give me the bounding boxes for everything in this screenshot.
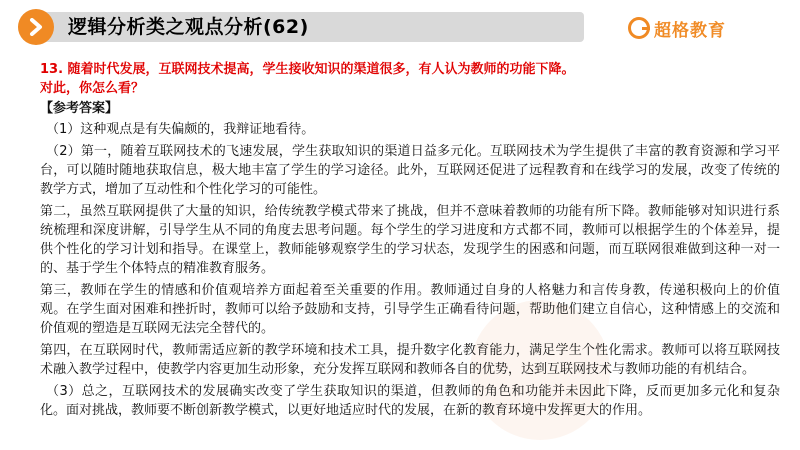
question-line-2: 对此，你怎么看？ [40,81,145,96]
brand-logo [628,15,726,41]
slide-content [40,60,780,423]
chevron-right-icon [18,9,54,45]
answer-paragraph-6: （3）总之，互联网技术的发展确实改变了学生获取知识的渠道，但教师的角色和功能并未因此下降，反而更加多元化和复杂化。面对挑战，教师要不断创新教学模式，以更好地适应时代的发展，在新的教育环境中发挥更大的作用。 [40,384,780,418]
answer-paragraph-4: 第三，教师在学生的情感和价值观培养方面起着至关重要的作用。教师通过自身的人格魅力和言传身教，传递积极向上的价值观。在学生面对困难和挫折时，教师可以给予鼓励和支持，引导学生正确看待问题，帮助他们建立自信心，这种情感上的交流和价值观的塑造是互联网无法完全替代的。 [40,283,780,336]
slide-header [0,0,800,56]
answer-paragraph-1: （1）这种观点是有失偏颇的，我辩证地看待。 [46,122,315,137]
answer-paragraph-5: 第四，在互联网时代，教师需适应新的教学环境和技术工具，提升数字化教育能力，满足学生个性化需求。教师可以将互联网技术融入教学过程中，使教学内容更加生动形象，充分发挥互联网和教师各自的优势，达到互联网技术与教师功能的有机结合。 [40,343,780,377]
logo-text: 超格教育 [654,20,726,41]
answer-heading: 【参考答案】 [40,101,119,116]
page-title: 逻辑分析类之观点分析(62) [68,16,309,38]
answer-paragraph-3: 第二，虽然互联网提供了大量的知识，给传统教学模式带来了挑战，但并不意味着教师的功能有所下降。教师能够对知识进行系统梳理和深度讲解，引导学生从不同的角度去思考问题。每个学生的学习进度和方式都不同，教师可以根据学生的个体差异，提供个性化的学习计划和指导。在课堂上，教师能够观察学生的学习状态，发现学生的困惑和问题，而互联网很难做到这种一对一的、基于学生个体特点的精准教育服务。 [40,204,780,276]
logo-g-icon [628,17,650,39]
answer-paragraph-2: （2）第一，随着互联网技术的飞速发展，学生获取知识的渠道日益多元化。互联网技术为学生提供了丰富的教育资源和学习平台，可以随时随地获取信息，极大地丰富了学生的学习途径。此外，互联网还促进了远程教育和在线学习的发展，改变了传统的教学方式，增加了互动性和个性化学习的可能性。 [40,144,780,197]
question-line-1: 13. 随着时代发展，互联网技术提高，学生接收知识的渠道很多，有人认为教师的功能下降。 [40,62,575,77]
